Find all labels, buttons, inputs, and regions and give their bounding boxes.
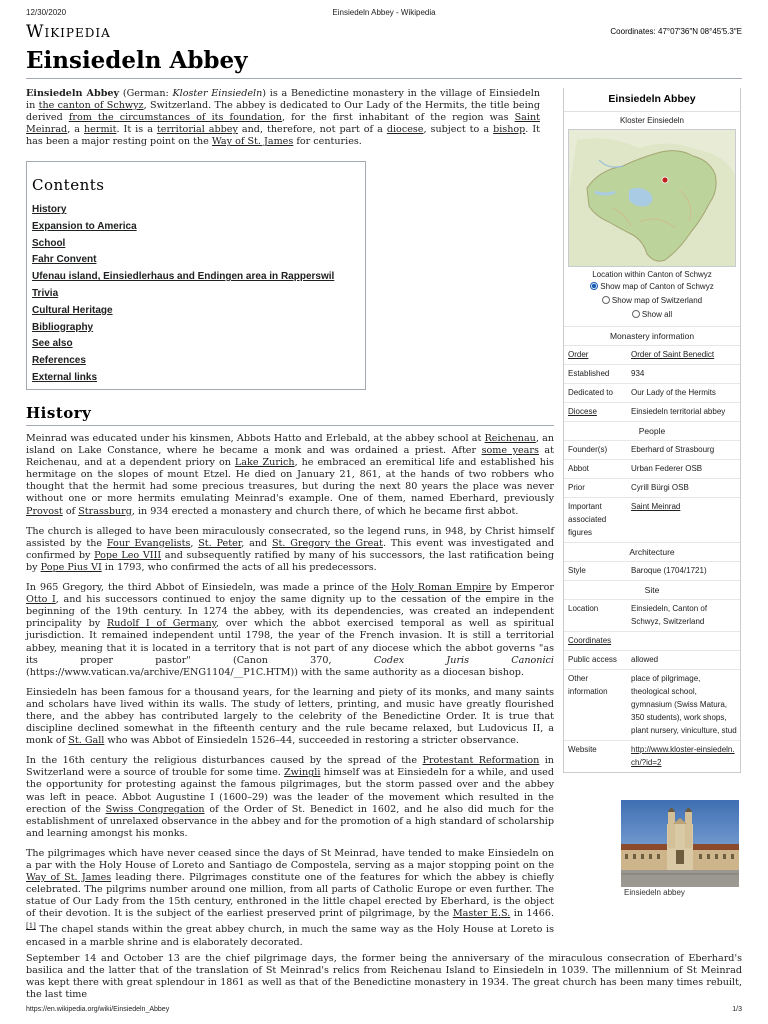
link-saint-meinrad[interactable]: Saint Meinrad [26, 112, 540, 136]
infobox-value: Baroque (1704/1721) [628, 562, 740, 581]
infobox-key: Established [564, 365, 628, 384]
infobox-key: Dedicated to [564, 384, 628, 403]
toc-item-history[interactable]: History [32, 204, 67, 215]
intro-text: , Switzerland. The abbey is dedicated to Our Lady of the Hermits, the title being derived [26, 100, 540, 124]
map-option-canton[interactable]: Show map of Canton of Schwyz [564, 280, 740, 294]
toc-item-cultural-heritage[interactable]: Cultural Heritage [32, 304, 113, 316]
infobox-title: Einsiedeln Abbey [564, 88, 740, 111]
intro-text: (German: [119, 88, 173, 99]
infobox-row [564, 651, 740, 670]
infobox-table-site [564, 599, 740, 772]
intro-text: ) is a Benedictine monastery in the village of Einsiedeln in [26, 88, 541, 112]
infobox-row [564, 460, 740, 479]
infobox-section-monastery: Monastery information [564, 326, 740, 345]
infobox-row [564, 441, 740, 460]
history-paragraph-4: Einsiedeln has been famous for a thousand years, for the learning and piety of its monks, and many saints and scholars have lived within its walls. The study of letters, printing, and music have greatly flourished there, and the abbey has contributed largely to the celebrity of the Benedictine Order. It is true that discipline declined somewhat in the fifteenth century and the rule became relaxed, but Ludovicus II, a monk of St. Gall who was Abbot of Einsiedeln 1526–44, succeeded in restoring a stricter observance. [26, 686, 554, 747]
link-zwingli[interactable]: Zwingli [284, 767, 321, 779]
toc-list [32, 202, 360, 387]
link-st-gregory[interactable]: St. Gregory the Great [271, 537, 383, 549]
intro-text: and, therefore, not part of a [237, 124, 387, 136]
infobox-key: Other information [564, 670, 628, 741]
link-some-years[interactable]: some years [481, 445, 539, 457]
page-title: Einsiedeln Abbey [26, 47, 248, 74]
infobox-key: Prior [564, 479, 628, 498]
radio-selected-icon [590, 282, 598, 290]
table-of-contents [26, 161, 366, 390]
map-option-all[interactable]: Show all [564, 308, 740, 326]
link-strassburg[interactable]: Strassburg [78, 505, 132, 517]
page-number: 1/3 [732, 1006, 742, 1013]
wikipedia-logo[interactable] [26, 22, 111, 42]
toc-item-trivia[interactable]: Trivia [32, 287, 59, 299]
infobox-row [564, 670, 740, 741]
link-rudolf-i[interactable]: Rudolf I of Germany [107, 618, 216, 630]
infobox-row [564, 403, 740, 422]
coordinates-header[interactable]: Coordinates: 47°07′36″N 08°45′5.3″E [610, 27, 742, 36]
print-header [26, 8, 742, 20]
link-territorial-abbey[interactable]: territorial abbey [156, 124, 238, 136]
infobox-key[interactable]: Diocese [564, 403, 628, 422]
infobox-row [564, 384, 740, 403]
infobox-subtitle: Kloster Einsiedeln [564, 111, 740, 129]
codex-title: Codex Juris Canonici [373, 654, 554, 666]
link-reichenau[interactable]: Reichenau [484, 433, 536, 444]
toc-item-school[interactable]: School [32, 237, 66, 249]
title-divider [26, 78, 742, 79]
history-paragraph-1: Meinrad was educated under his kinsmen, Abbots Hatto and Erlebald, at the abbey school at Reichenau, an island on Lake Constance, where he became a monk and was ordained a priest. After some years at Reichenau, and at a dependent priory on Lake Zurich, he embraced an eremitical life and established his hermitage on the slopes of mount Etzel. He died on January 21, 861, at the hands of two robbers who thought that the hermit had some precious treasures, but during the next 80 years the place was never without one or more hermits emulating Meinrad's example. One of them, named Eberhard, previously Provost of Strassburg, in 934 erected a monastery and church there, of which he became first abbot. [26, 433, 555, 517]
intro-paragraph [26, 88, 554, 156]
intro-text: . It has been a major resting point on the [26, 124, 541, 148]
toc-heading: Contents [32, 176, 105, 194]
infobox-row [564, 346, 740, 365]
intro-bold-term: Einsiedeln Abbey [26, 88, 120, 99]
print-date: 12/30/2020 [26, 8, 67, 17]
infobox-row [564, 741, 740, 773]
infobox [563, 88, 741, 773]
infobox-row [564, 498, 740, 543]
abbey-photo[interactable] [621, 800, 739, 887]
infobox-value: Einsiedeln territorial abbey [628, 403, 740, 422]
toc-item-see-also[interactable]: See also [32, 338, 73, 350]
infobox-row [564, 365, 740, 384]
map-caption: Location within Canton of Schwyz [592, 270, 712, 279]
infobox-coordinates[interactable]: Coordinates [564, 632, 740, 651]
infobox-key: Founder(s) [564, 441, 628, 460]
link-diocese[interactable]: diocese [386, 124, 424, 136]
infobox-key[interactable]: Order [564, 346, 628, 365]
infobox-row [564, 632, 740, 651]
print-title: Einsiedeln Abbey - Wikipedia [332, 8, 436, 17]
link-pope-leo-viii[interactable]: Pope Leo VIII [94, 549, 162, 561]
infobox-key: Style [564, 562, 628, 581]
history-paragraph-2: The church is alleged to have been miraculously consecrated, so the legend runs, in 948, by Christ himself assisted by the Four Evangelists, St. Peter, and St. Gregory the Great. This event was investigated and confirmed by Pope Leo VIII and subsequently ratified by many of his successors, the last ratification being by Pope Pius VI in 1793, who confirmed the acts of all his predecessors. [26, 525, 554, 573]
map-option-switzerland[interactable]: Show map of Switzerland [564, 294, 740, 308]
infobox-value[interactable]: Order of Saint Benedict [628, 346, 740, 365]
abbey-image [621, 800, 739, 887]
link-hermit[interactable]: hermit [84, 124, 117, 136]
link-provost[interactable]: Provost [26, 505, 63, 517]
toc-item-references[interactable]: References [32, 355, 86, 367]
infobox-key: Location [564, 600, 628, 632]
infobox-row [564, 600, 740, 632]
infobox-table-people [564, 440, 740, 542]
footnote-ref-1[interactable]: [1] [26, 922, 36, 931]
infobox-key: Important associated figures [564, 498, 628, 543]
infobox-value: Our Lady of the Hermits [628, 384, 740, 403]
history-paragraph-3: In 965 Gregory, the third Abbot of Einsiedeln, was made a prince of the Holy Roman Empire by Emperor Otto I, and his successors continued to enjoy the same dignity up to the cessation of the empire in the beginning of the 19th century. In 1274 the abbey, with its dependencies, was created an independent principality by Rudolf I of Germany, over which the abbot exercised temporal as well as spiritual jurisdiction. It remained independent until 1798, the year of the French invasion. It is still a territorial abbey, meaning that it is located in a territory that is not part of any diocese which the abbot governs "as its proper pastor" (Canon 370, Codex Juris Canonici (https://www.vatican.va/archive/ENG1104/__P1C.HTM)) with the same authority as a diocesan bishop. [26, 582, 554, 678]
link-st-gall[interactable]: St. Gall [68, 735, 105, 747]
history-paragraph-7: September 14 and October 13 are the chief pilgrimage days, the former being the anniversary of the miraculous consecration of Eberhard's basilica and the latter that of the translation of St Meinrad's relics from Reichenau Island to Einsiedeln in 1039. The millennium of St Meinrad was kept there with great splendour in 1861 as well as that of the Benedictine monastery in 1934. The great church has been many times rebuilt, the last time [26, 953, 742, 1001]
link-master-es[interactable]: Master E.S. [452, 908, 511, 920]
infobox-table-architecture [564, 561, 740, 580]
print-footer [26, 1006, 742, 1016]
infobox-key: Abbot [564, 460, 628, 479]
infobox-key: Public access [564, 651, 628, 670]
toc-item-external-links[interactable]: External links [32, 371, 98, 383]
intro-text: for centuries. [293, 136, 362, 148]
toc-item-bibliography[interactable]: Bibliography [32, 321, 94, 333]
logo-text: Wikipedia [26, 22, 111, 42]
link-bishop[interactable]: bishop [493, 124, 526, 136]
infobox-value: Urban Federer OSB [628, 460, 740, 479]
link-protestant-reformation[interactable]: Protestant Reformation [422, 755, 540, 767]
infobox-section-site: Site [564, 580, 740, 599]
link-way-of-st-james-2[interactable]: Way of St. James [26, 872, 112, 884]
infobox-value: Einsiedeln, Canton of Schwyz, Switzerland [628, 600, 740, 632]
infobox-key: Website [564, 741, 628, 773]
link-otto-i[interactable]: Otto I [26, 594, 56, 606]
link-lake-zurich[interactable]: Lake Zurich [234, 457, 295, 469]
location-map[interactable] [568, 129, 736, 267]
history-paragraph-5: In the 16th century the religious disturbances caused by the spread of the Protestant Reformation in Switzerland were a source of trouble for some time. Zwingli himself was at Einsiedeln for a while, and used the opportunity for protesting against the famous pilgrimages, but the storm passed over and the abbey was left in peace. Abbot Augustine I (1600–29) was the leader of the movement which resulted in the erection of the Swiss Congregation of the Order of St. Benedict in 1602, and he also did much for the establishment of unrelaxed observance in the abbey and for the promotion of a high standard of scholarship and learning amongst his monks. [26, 755, 554, 839]
infobox-row [564, 562, 740, 581]
radio-icon [632, 310, 640, 318]
location-marker [662, 177, 668, 183]
map-graphic [569, 130, 736, 267]
link-way-of-st-james[interactable]: Way of St. James [211, 136, 294, 148]
toc-item-ufenau[interactable]: Ufenau island, Einsiedlerhaus and Endingen area in Rapperswil [32, 271, 335, 283]
infobox-value: allowed [628, 651, 740, 670]
infobox-value[interactable]: Saint Meinrad [628, 498, 740, 543]
link-foundation[interactable]: from the circumstances of its foundation [68, 112, 282, 124]
intro-text: , for the first inhabitant of the region was [281, 112, 515, 124]
infobox-value: place of pilgrimage, theological school, gymnasium (Swiss Matura, 350 students), work shops, plant nursery, viniculture, stud [628, 670, 740, 741]
link-canton-schwyz[interactable]: the canton of Schwyz [38, 100, 144, 112]
history-heading: History [26, 404, 554, 426]
photo-caption: Einsiedeln abbey [624, 888, 685, 897]
radio-icon [602, 296, 610, 304]
toc-item-expansion[interactable]: Expansion to America [32, 220, 137, 232]
infobox-table-monastery [564, 345, 740, 421]
link-pope-pius-vi[interactable]: Pope Pius VI [40, 561, 102, 573]
infobox-section-architecture: Architecture [564, 542, 740, 561]
history-paragraph-6: The pilgrimages which have never ceased since the days of St Meinrad, have tended to make Einsiedeln on a par with the Holy House of Loreto and Santiago de Compostela, serving as a major stopping point on the Way of St. James leading there. Pilgrimages constitute one of the features for which the abbey is chiefly celebrated. The pilgrims number around one million, from all parts of Catholic Europe or even further. The statue of Our Lady from the 15th century, enthroned in the little chapel erected by Eberhard, is the object of their devotion. It is the subject of the earliest preserved print of pilgrimage, by the Master E.S. in 1466.[1] The chapel stands within the great abbey church, in much the same way as the Holy House at Loreto is encased in a marble shrine and is elaborately decorated. [26, 847, 555, 948]
infobox-value: Cyrill Bürgi OSB [628, 479, 740, 498]
infobox-website-link[interactable]: http://www.kloster-einsiedeln.ch/?id=2 [628, 741, 740, 773]
intro-text: , subject to a [423, 124, 494, 136]
print-url: https://en.wikipedia.org/wiki/Einsiedeln_Abbey [26, 1006, 170, 1013]
infobox-section-people: People [564, 421, 740, 440]
infobox-value: 934 [628, 365, 740, 384]
intro-text: , a [67, 124, 84, 136]
link-swiss-congregation[interactable]: Swiss Congregation [105, 803, 205, 815]
link-st-peter[interactable]: St. Peter [198, 537, 242, 549]
infobox-row [564, 479, 740, 498]
link-holy-roman-empire[interactable]: Holy Roman Empire [391, 582, 492, 594]
toc-item-fahr-convent[interactable]: Fahr Convent [32, 254, 97, 266]
intro-italic: Kloster Einsiedeln [172, 88, 263, 99]
link-four-evangelists[interactable]: Four Evangelists [106, 537, 191, 549]
history-section [26, 433, 554, 957]
infobox-value: Eberhard of Strasbourg [628, 441, 740, 460]
intro-text: . It is a [116, 124, 157, 136]
